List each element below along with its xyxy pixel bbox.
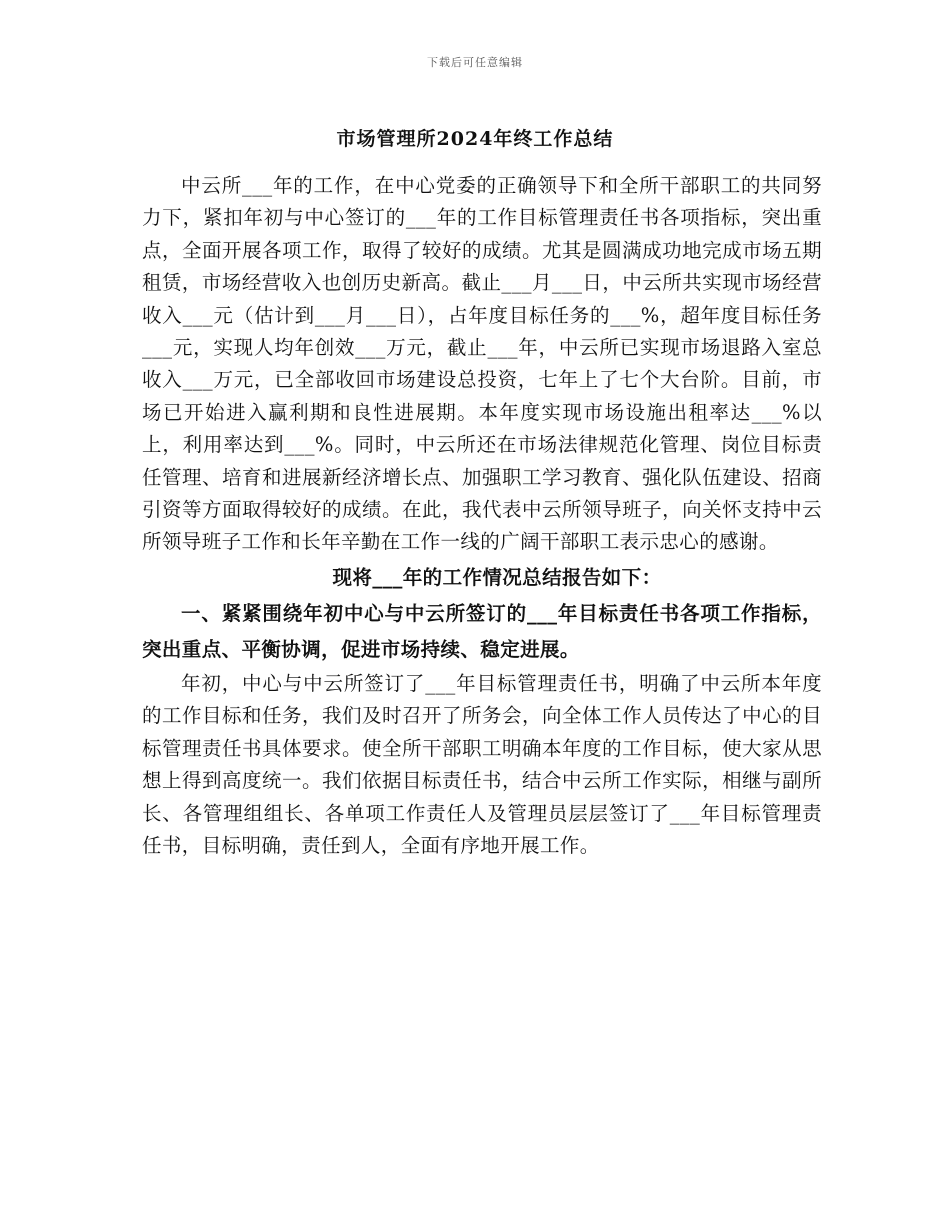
document-title: 市场管理所2024年终工作总结 [336,128,614,150]
section-one-paragraph: 年初，中心与中云所签订了___年目标管理责任书，明确了中云所本年度的工作目标和任务，我们及时召开了所务会，向全体工作人员传达了中心的目标管理责任书具体要求。使全所干部职工明确本年度的工作目标，使大家从思想上得到高度统一。我们依据目标责任书，结合中云所工作实际，相继与副所长、各管理组组长、各单项工作责任人及管理员层层签订了___年目标管理责任书，目标明确，责任到人，全面有序地开展工作。 [142,671,822,857]
document-body [142,170,822,862]
header-note: 下载后可任意编辑 [427,56,523,69]
section-one-heading: 一、紧紧围绕年初中心与中云所签订的___年目标责任书各项工作指标，突出重点、平衡协调，促进市场持续、稳定进展。 [142,601,822,661]
intro-paragraph: 中云所___年的工作，在中心党委的正确领导下和全所干部职工的共同努力下，紧扣年初与中心签订的___年的工作目标管理责任书各项指标，突出重点，全面开展各项工作，取得了较好的成绩。尤其是圆满成功地完成市场五期租赁，市场经营收入也创历史新高。截止___月___日，中云所共实现市场经营收入___元（估计到___月___日），占年度目标任务的___%，超年度目标任务___元，实现人均年创效___万元，截止___年，中云所已实现市场退路入室总收入___万元，已全部收回市场建设总投资，七年上了七个大台阶。目前，市场已开始进入赢利期和良性进展期。本年度实现市场设施出租率达___%以上，利用率达到___%。同时，中云所还在市场法律规范化管理、岗位目标责任管理、培育和进展新经济增长点、加强职工学习教育、强化队伍建设、招商引资等方面取得较好的成绩。在此，我代表中云所领导班子，向关怀支持中云所领导班子工作和长年辛勤在工作一线的广阔干部职工表示忠心的感谢。 [142,174,822,554]
summary-heading: 现将___年的工作情况总结报告如下： [332,565,662,589]
